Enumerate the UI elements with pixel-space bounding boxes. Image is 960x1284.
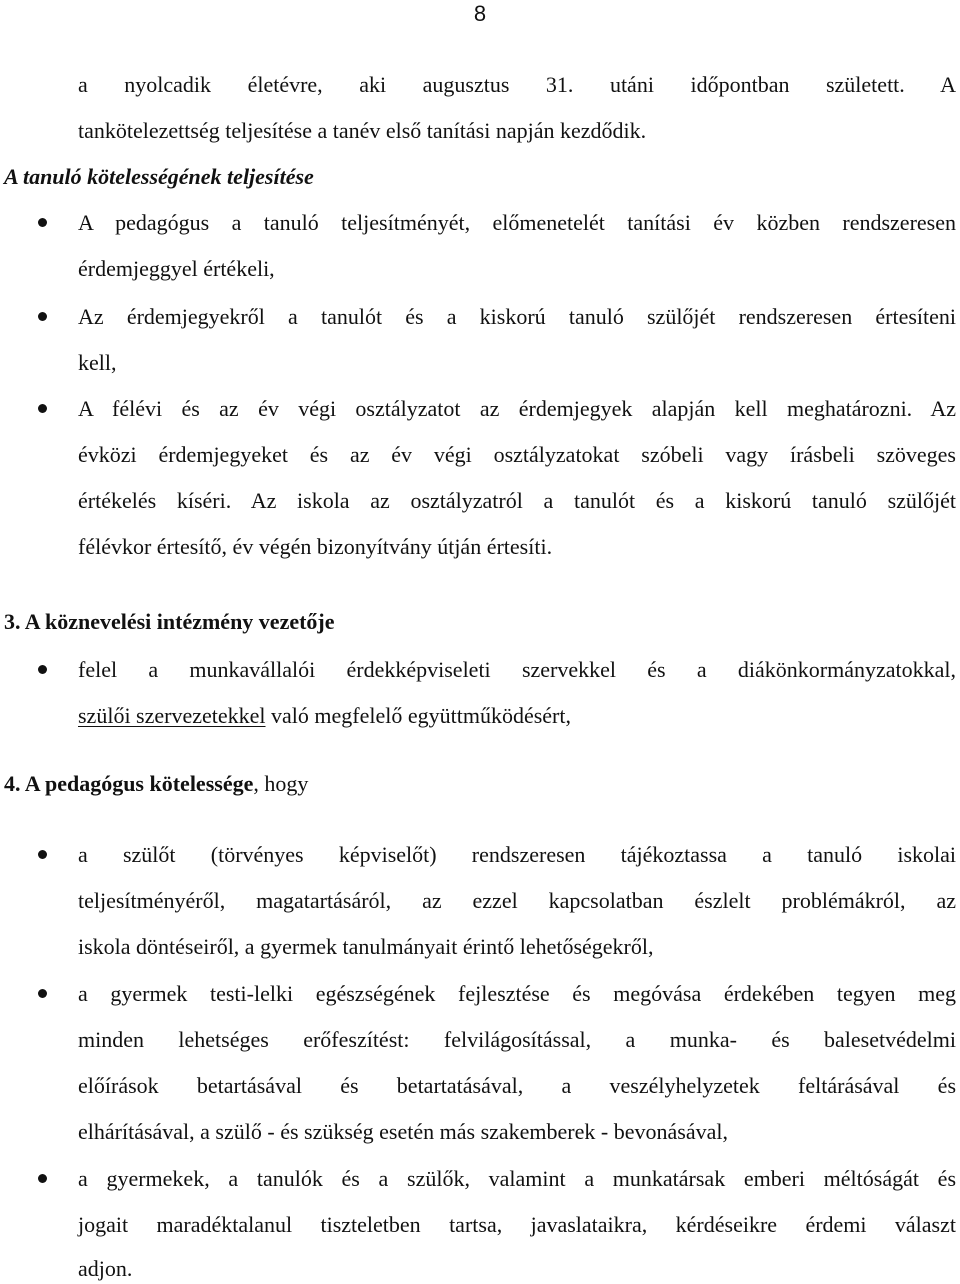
list-item-line: felel a munkavállalói érdekképviseleti szervekkel és a diákönkormányzatokkal,	[78, 657, 956, 682]
bullet-icon	[38, 665, 47, 674]
list-item-line: adjon.	[78, 1256, 133, 1281]
intro-line-1: a nyolcadik életévre, aki augusztus 31. utáni időpontban született. A	[78, 72, 956, 97]
section-4-heading-rest: , hogy	[253, 771, 309, 796]
list-item-line: elhárításával, a szülő - és szükség esetén más szakemberek - bevonásával,	[78, 1119, 728, 1144]
list-item-line: jogait maradéktalanul tiszteletben tartsa, javaslataikra, kérdéseikre érdemi választ	[78, 1212, 956, 1237]
list-item-line: a gyermekek, a tanulók és a szülők, valamint a munkatársak emberi méltóságát és	[78, 1166, 956, 1191]
page-number: 8	[473, 1, 487, 26]
section-3-heading: 3. A köznevelési intézmény vezetője	[4, 609, 335, 634]
list-item-line: Az érdemjegyekről a tanulót és a kiskorú tanuló szülőjét rendszeresen értesíteni	[78, 304, 956, 329]
intro-line-2: tankötelezettség teljesítése a tanév első tanítási napján kezdődik.	[78, 118, 647, 143]
list-item-line: minden lehetséges erőfeszítést: felvilágosítással, a munka- és balesetvédelmi	[78, 1027, 956, 1052]
section-4-heading	[4, 769, 308, 799]
line-rest: való megfelelő együttműködésért,	[265, 703, 571, 728]
list-item-line: évközi érdemjegyeket és az év végi osztályzatokat szóbeli vagy írásbeli szöveges	[78, 442, 956, 467]
list-item-line: érdemjeggyel értékeli,	[78, 256, 275, 281]
bullet-icon	[38, 850, 47, 859]
list-item-line: a szülőt (törvényes képviselőt) rendszeresen tájékoztassa a tanuló iskolai	[78, 842, 956, 867]
list-item-line	[78, 701, 571, 731]
bullet-icon	[38, 989, 47, 998]
list-item-line: a gyermek testi-lelki egészségének fejlesztése és megóvása érdekében tegyen meg	[78, 981, 956, 1006]
list-item-line: kell,	[78, 350, 117, 375]
list-item-line: teljesítményéről, magatartásáról, az ezzel kapcsolatban észlelt problémákról, az	[78, 888, 956, 913]
bullet-icon	[38, 1174, 47, 1183]
bullet-icon	[38, 312, 47, 321]
underlined-phrase: szülői szervezetekkel	[78, 703, 266, 728]
list-item-line: A pedagógus a tanuló teljesítményét, előmenetelét tanítási év közben rendszeresen	[78, 210, 956, 235]
list-item-line: iskola döntéseiről, a gyermek tanulmányait érintő lehetőségekről,	[78, 934, 654, 959]
list-item-line: félévkor értesítő, év végén bizonyítvány útján értesíti.	[78, 534, 553, 559]
bullet-icon	[38, 218, 47, 227]
bullet-icon	[38, 404, 47, 413]
list-item-line: A félévi és az év végi osztályzatot az érdemjegyek alapján kell meghatározni. Az	[78, 396, 956, 421]
list-item-line: értékelés kíséri. Az iskola az osztályzatról a tanulót és a kiskorú tanuló szülőjét	[78, 488, 956, 513]
list-item-line: előírások betartásával és betartatásával, a veszélyhelyzetek feltárásával és	[78, 1073, 956, 1098]
section-4-heading-bold: 4. A pedagógus kötelessége	[4, 771, 254, 796]
section-student-duty-heading: A tanuló kötelességének teljesítése	[4, 164, 314, 189]
